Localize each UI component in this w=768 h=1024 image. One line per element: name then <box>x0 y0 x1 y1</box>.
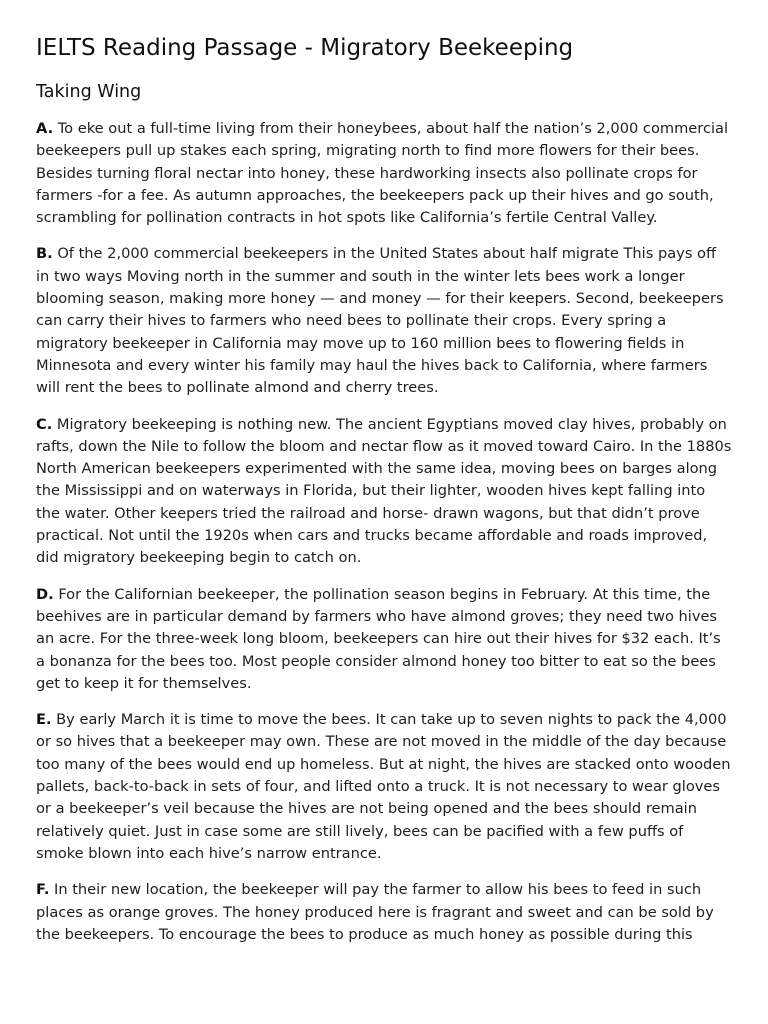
paragraph-c <box>36 414 732 570</box>
paragraph-text: To eke out a full-time living from their honeybees, about half the nation’s 2,000 commercial beekeepers pull up stakes each spring, migrating north to find more flowers for their bees. Besides turning floral nectar into honey, these hardworking insects also pollinate crops for farmers -for a fee. As autumn approaches, the beekeepers pack up their hives and go south, scrambling for pollination contracts in hot spots like California’s fertile Central Valley. <box>36 120 729 227</box>
paragraph-text: For the Californian beekeeper, the pollination season begins in February. At this time, the beehives are in particular demand by farmers who have almond groves; they need two hives an acre. For the three-week long bloom, beekeepers can hire out their hives for $32 each. It’s a bonanza for the bees too. Most people consider almond honey too bitter to eat so the bees get to keep it for themselves. <box>36 585 721 692</box>
paragraph-f <box>36 879 732 946</box>
paragraph-text: Migratory beekeeping is nothing new. The ancient Egyptians moved clay hives, probably on rafts, down the Nile to follow the bloom and nectar flow as it moved toward Cairo. In the 1880s North American beekeepers experimented with the same idea, moving bees on barges along the Mississippi and on waterways in Florida, but their lighter, wooden hives kept falling into the water. Other keepers tried the railroad and horse- drawn wagons, but that didn’t prove practical. Not until the 1920s when cars and trucks became affordable and roads improved, did migratory beekeeping begin to catch on. <box>36 415 732 567</box>
paragraph-letter: B. <box>36 245 53 263</box>
paragraph-letter: A. <box>36 120 54 137</box>
paragraph-d <box>36 584 732 695</box>
paragraph-text: Of the 2,000 commercial beekeepers in the United States about half migrate This pays off in two ways Moving north in the summer and south in the winter lets bees work a longer blooming season, making more honey — and money — for their keepers. Second, beekeepers can carry their hives to farmers who need bees to pollinate their crops. Every spring a migratory beekeeper in California may move up to 160 million bees to flowering fields in Minnesota and every winter his family may haul the hives back to California, where farmers will rent the bees to pollinate almond and cherry trees. <box>36 245 724 397</box>
paragraph-b <box>36 243 732 399</box>
paragraph-letter: F. <box>36 881 50 899</box>
page-title: IELTS Reading Passage - Migratory Beekeeping <box>36 35 574 61</box>
paragraph-text: In their new location, the beekeeper will pay the farmer to allow his bees to feed in such places as orange groves. The honey produced here is fragrant and sweet and can be sold by the beekeepers. To encourage the bees to produce as much honey as possible during this <box>36 881 714 943</box>
paragraph-e <box>36 709 732 865</box>
paragraph-letter: C. <box>36 415 53 433</box>
paragraph-a <box>36 118 732 229</box>
paragraph-letter: E. <box>36 711 52 729</box>
passage-body <box>36 118 732 946</box>
passage-subtitle: Taking Wing <box>36 82 142 102</box>
paragraph-text: By early March it is time to move the bees. It can take up to seven nights to pack the 4,000 or so hives that a beekeeper may own. These are not moved in the middle of the day because too many of the bees would end up homeless. But at night, the hives are stacked onto wooden pallets, back-to-back in sets of four, and lifted onto a truck. It is not necessary to wear gloves or a beekeeper’s veil because the hives are not being opened and the bees should remain relatively quiet. Just in case some are still lively, bees can be pacified with a few puffs of smoke blown into each hive’s narrow entrance. <box>36 711 731 862</box>
paragraph-letter: D. <box>36 585 54 603</box>
